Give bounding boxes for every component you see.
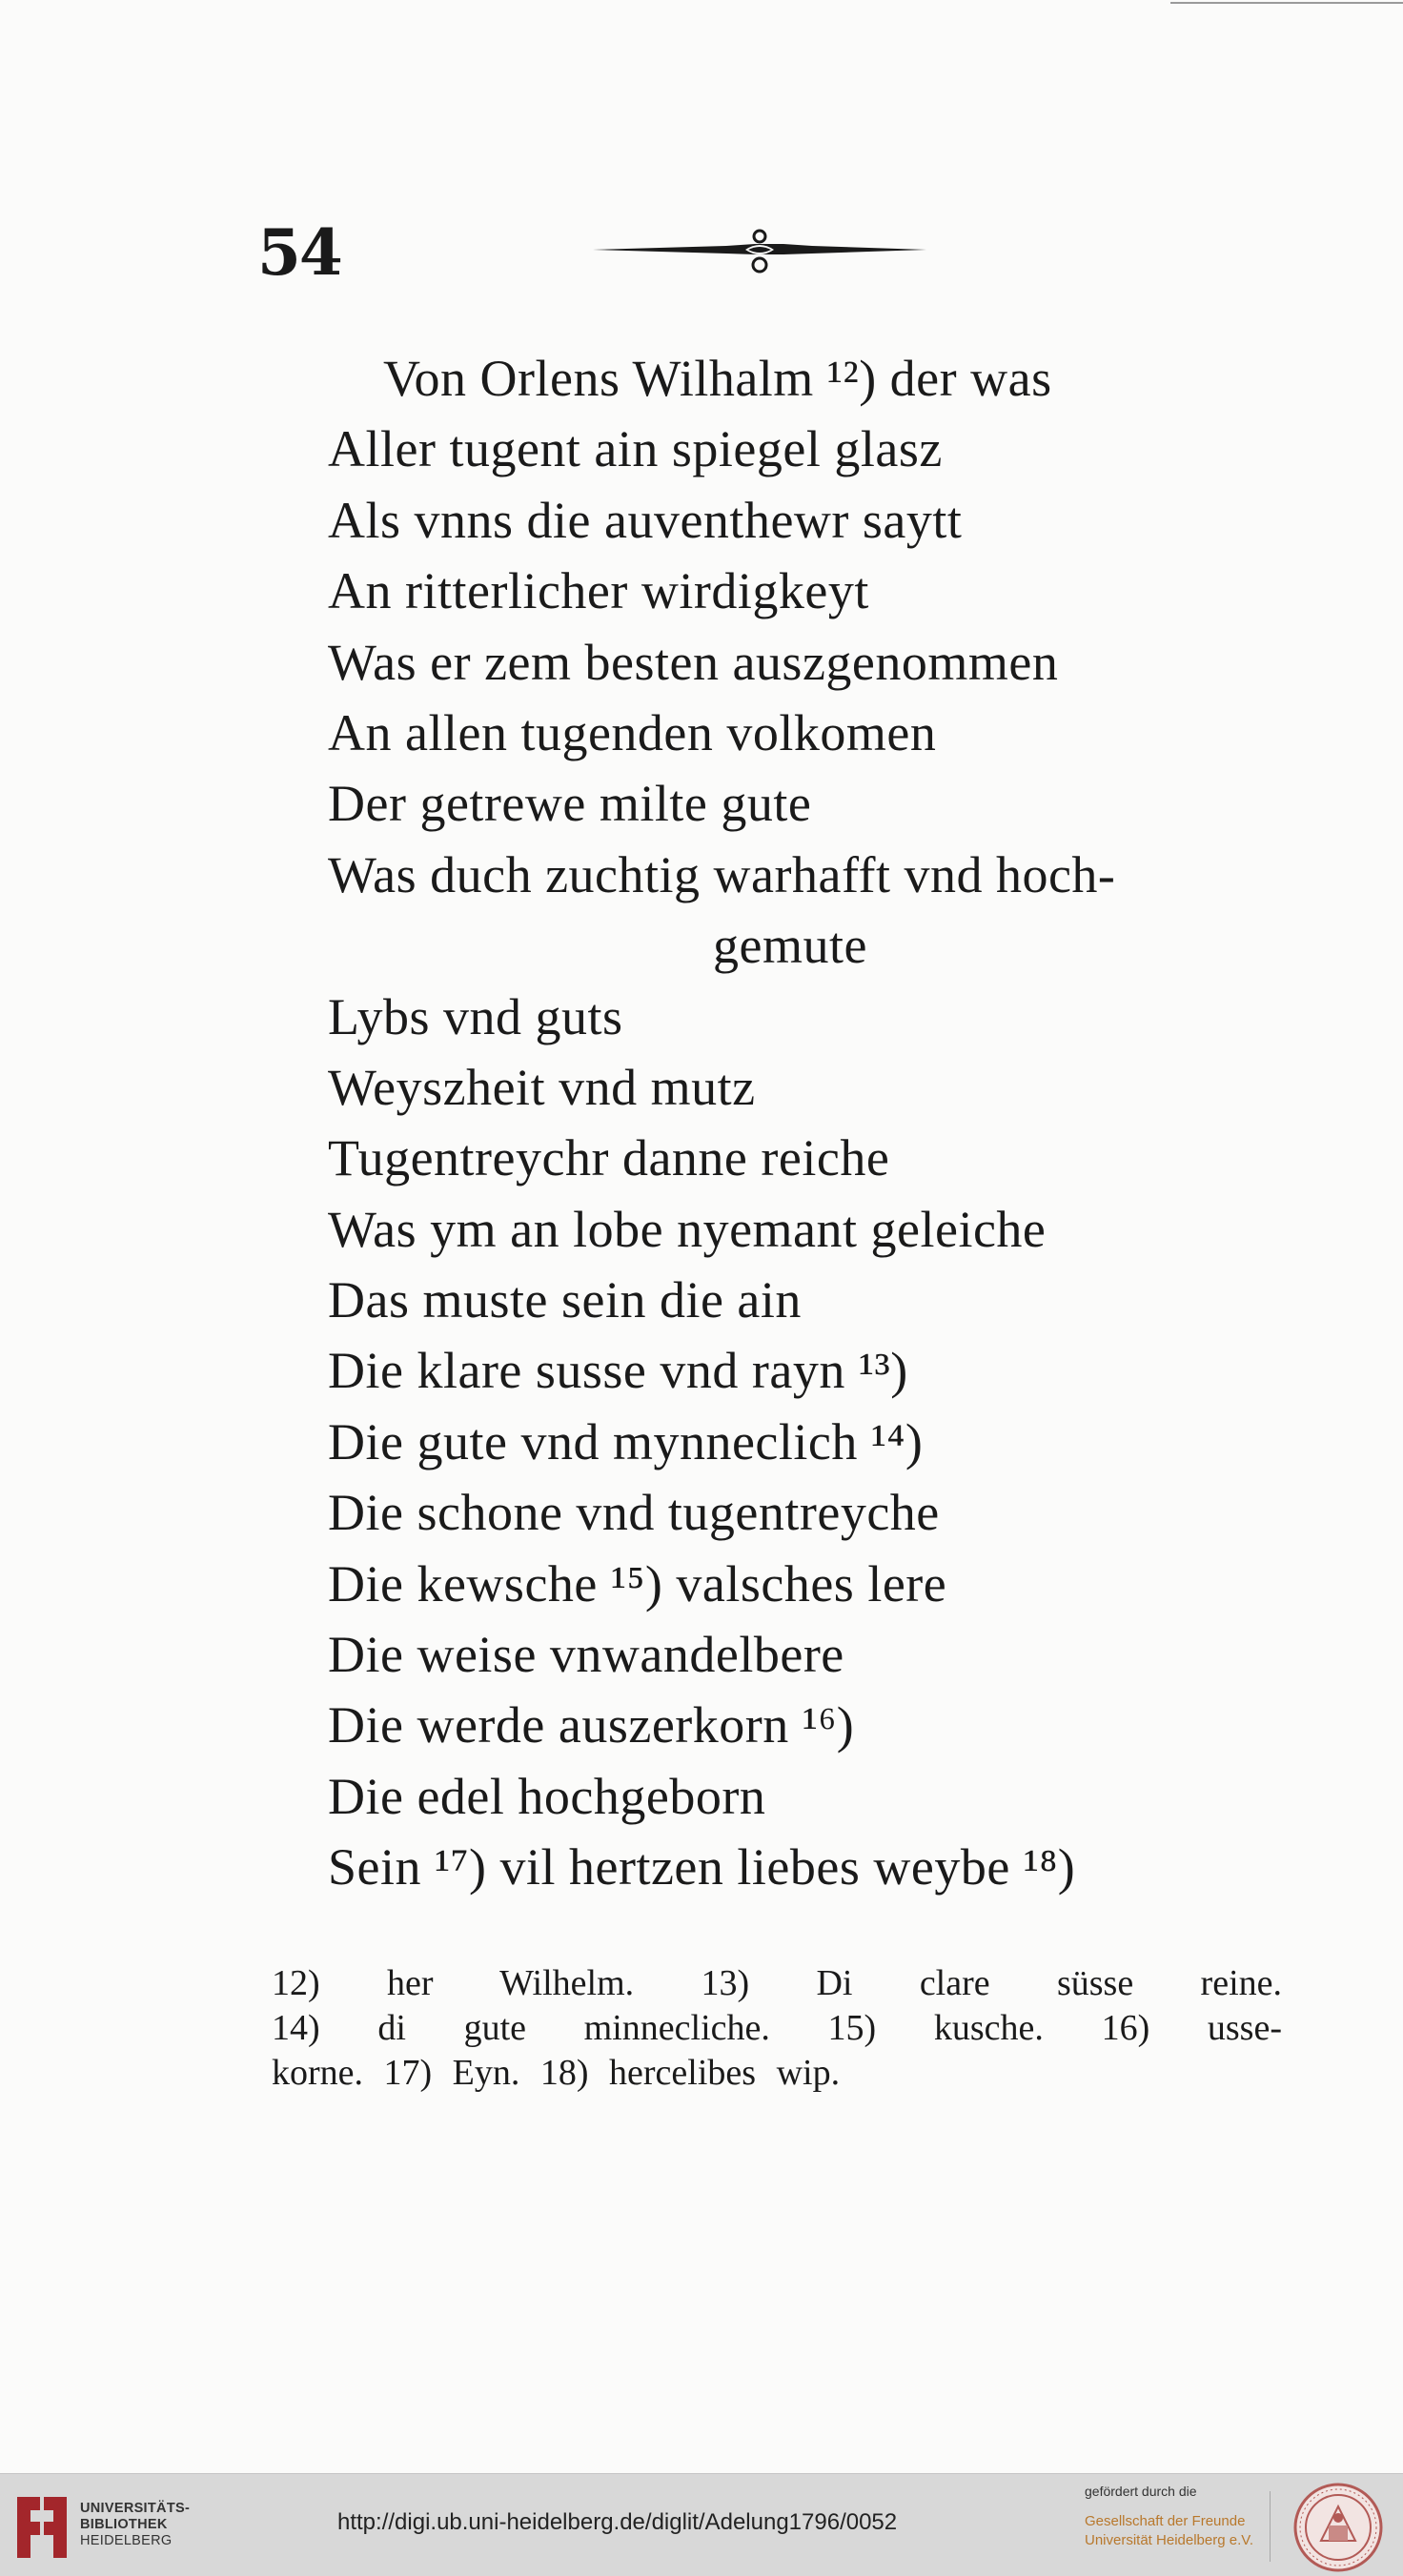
- top-edge-rule: [1170, 2, 1403, 4]
- library-name: [80, 2501, 190, 2549]
- verse-line: Die klare susse vnd rayn ¹³): [328, 1342, 908, 1400]
- verse-line: Was ym an lobe nyemant geleiche: [328, 1200, 1047, 1258]
- verse-line: Die werde auszerkorn ¹⁶): [328, 1696, 855, 1755]
- footnote-line: 12) her Wilhelm. 13) Di clare süsse reine.: [272, 1963, 1282, 2003]
- verse-line: Was duch zuchtig warhafft vnd hoch-: [328, 845, 1116, 903]
- verse-line: Die gute vnd mynneclich ¹⁴): [328, 1412, 924, 1471]
- library-name-line: BIBLIOTHEK: [80, 2517, 168, 2532]
- verse-line: Die weise vnwandelbere: [328, 1626, 844, 1684]
- footnote-line: 14) di gute minnecliche. 15) kusche. 16) usse-: [272, 2008, 1282, 2048]
- funder-name: [1085, 2512, 1253, 2550]
- verse-line: An allen tugenden volkomen: [328, 703, 937, 761]
- verse-line: Von Orlens Wilhalm ¹²) der was: [383, 350, 1052, 407]
- verse-line-continuation: gemute: [713, 917, 867, 975]
- verse-line: Lybs vnd guts: [328, 987, 623, 1045]
- footnote-line: korne. 17) Eyn. 18) hercelibes wip.: [272, 2053, 841, 2093]
- funder-name-line: Universität Heidelberg e.V.: [1085, 2532, 1254, 2548]
- verse-line: Weyszheit vnd mutz: [328, 1058, 756, 1116]
- verse-line: Die kewsche ¹⁵) valsches lere: [328, 1554, 947, 1613]
- page-number: 54: [257, 215, 341, 290]
- permalink-url[interactable]: http://digi.ub.uni-heidelberg.de/diglit/Adelung1796/0052: [337, 2509, 898, 2535]
- verse-line: Aller tugent ain spiegel glasz: [328, 420, 943, 478]
- university-library-logo-icon: [11, 2491, 72, 2564]
- verse-line: Als vnns die auventhewr saytt: [328, 491, 963, 549]
- verse-line: Tugentreychr danne reiche: [328, 1129, 890, 1187]
- verse-line: Die edel hochgeborn: [328, 1767, 766, 1825]
- university-seal-icon: [1292, 2482, 1384, 2573]
- library-name-line: HEIDELBERG: [80, 2533, 173, 2548]
- footer-divider: [1270, 2491, 1271, 2562]
- verse-line: Die schone vnd tugentreyche: [328, 1484, 940, 1542]
- verse-line: Das muste sein die ain: [328, 1271, 802, 1329]
- funding-note: gefördert durch die: [1085, 2484, 1197, 2499]
- footnotes: [272, 1961, 1282, 2096]
- funder-name-line: Gesellschaft der Freunde: [1085, 2513, 1246, 2529]
- verse-line: Was er zem besten auszgenommen: [328, 633, 1059, 691]
- verse-line: Sein ¹⁷) vil hertzen liebes weybe ¹⁸): [328, 1838, 1076, 1897]
- ornament-divider: [593, 229, 926, 278]
- poem-verse: [328, 343, 1319, 1903]
- library-name-line: UNIVERSITÄTS-: [80, 2501, 191, 2516]
- verse-line: An ritterlicher wirdigkeyt: [328, 562, 869, 620]
- verse-line: Der getrewe milte gute: [328, 775, 812, 833]
- digitization-footer: [0, 2473, 1403, 2576]
